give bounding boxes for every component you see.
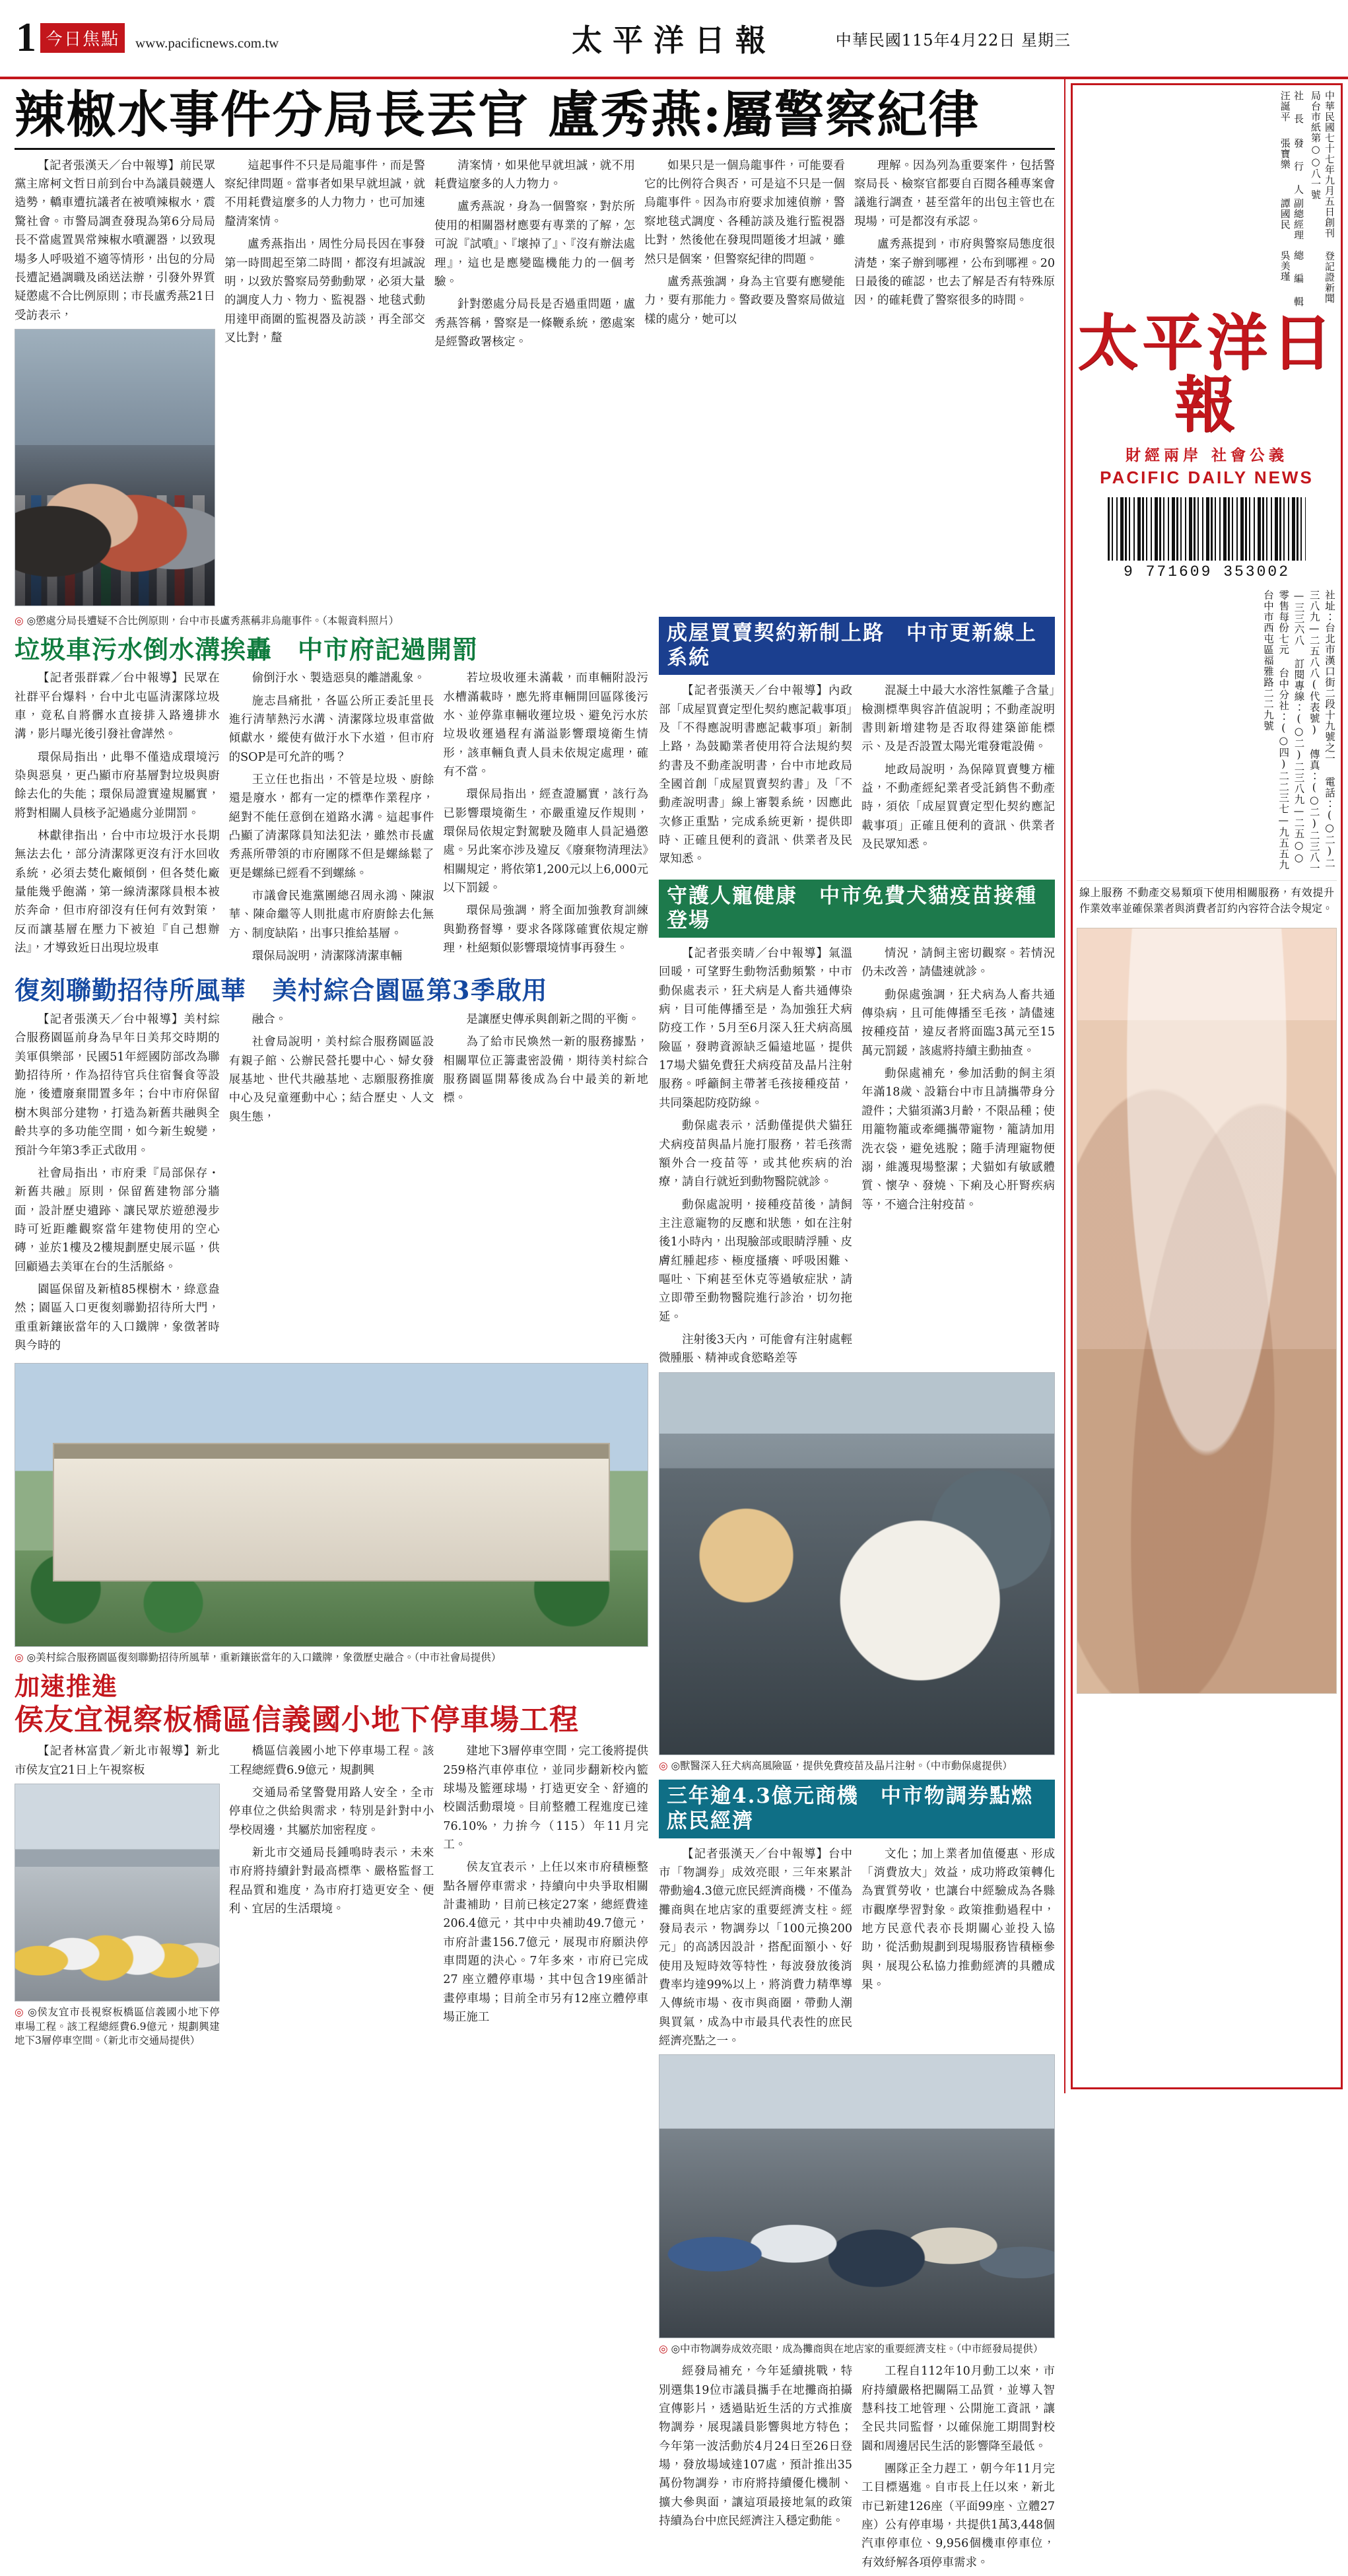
masthead-date: 中華民國115年4月22日 星期三 — [835, 30, 1071, 50]
paragraph: 侯友宜表示，上任以來市府積極整點各層停車需求，持續向中央爭取相關計畫補助，目前已核定27案，總經費達206.4億元，其中中央補助49.7億元，市府計畫156.7億元，展現市府願決停車問題的決心。7年多來，市府已完成 27 座立體停車場，其中包含19座循計畫停車場；目前全市另有12座立體停車場正施工 — [443, 1861, 649, 2025]
paragraph: 地政局說明，為保障買賣雙方權益，不動產經紀業者受託銷售不動產時，須依「成屋買賣定型化契約應記載事項」正確且便利的資訊、供業者及民眾知悉。 — [861, 763, 1055, 852]
article-6-col-1 — [659, 1845, 852, 2055]
masthead-title: 太平洋日報 — [572, 22, 776, 58]
article-3-photo — [15, 1784, 220, 2002]
lead-photo — [15, 329, 215, 606]
left-half — [15, 610, 648, 2576]
paragraph: 注射後3天內，可能會有注射處輕微腫脹、精神或食慾略差等 — [659, 1333, 852, 1366]
paragraph: 融合。 — [252, 1013, 287, 1027]
paragraph: 【記者張漢天／台中報導】前民眾黨主席柯文哲日前到台中為議員競選人造勢，轎車遭抗議者在被噴辣椒水，震驚社會。市警局調查發現為第6分局局長不當處置異常辣椒水噴灑器，以致現場多人呼吸道不適等情形，出包的分局長遭記過調職及函送法辦，引發外界質疑懲處不合比例原則；市長盧秀燕21日受訪表示， — [15, 158, 215, 322]
caption-bullet: ◎ — [659, 1758, 668, 1772]
contact-list — [1260, 590, 1337, 874]
nameplate-header — [1077, 90, 1337, 308]
paragraph: 動保處說明，接種疫苗後，請飼主注意寵物的反應和狀態，如在注射後1小時內，出現臉部或眼睛浮腫、皮膚紅腫起疹、極度搔癢、呼吸困難、嘔吐、下痢甚至休克等過敏症狀，請立即帶至動物醫院進行診治，切勿拖延。 — [659, 1198, 852, 1324]
caption-text: ◎侯友宜市長視察板橋區信義國小地下停車場工程。該工程總經費6.9億元，規劃興建地下3層停車空間。（新北市交通局提供） — [15, 2005, 220, 2047]
article-5-photo — [659, 1372, 1055, 1755]
paragraph: 是讓歷史傳承與創新之間的平衡。 — [466, 1013, 640, 1027]
caption-bullet: ◎ — [659, 2342, 668, 2355]
masthead-url[interactable]: www.pacificnews.com.tw — [135, 34, 279, 51]
caption-text: ◎獸醫深入狂犬病高風險區，提供免費疫苗及晶片注射。（中市動保處提供） — [671, 1759, 1013, 1772]
article-3-col-1 — [15, 1742, 220, 2054]
contact-item: 零售每份七元 — [1277, 589, 1290, 655]
paragraph: 【記者張漢天／台中報導】內政部「成屋買賣定型化契約應記載事項」及「不得應說明書應記載事項」新制上路，為鼓勵業者使用符合法規約契約書及不動產說明書，台中市地政局全國首創「成屋買賣契約書」及「不動產說明書」線上審製系統，因應此次修正重點，完成系統更新，提供即時、正確且便利的資訊、供業者及民眾知悉。 — [659, 684, 852, 866]
right-half — [659, 610, 1055, 2576]
barcode-number: 9 771609 353002 — [1123, 563, 1291, 580]
registration-info: 中華民國七十七年九月五日創刊 登記證新聞局台市紙第○○八一號 — [1310, 90, 1335, 304]
staff-item: 總 編 輯 吳美瑾 — [1279, 250, 1304, 308]
paragraph: 清案情，如果他早就坦誠，就不用耗費這麼多的人力物力。 — [434, 158, 635, 191]
paragraph: 情況，請飼主密切觀察。若情況仍未改善，請儘速就診。 — [861, 947, 1055, 979]
lead-col-2 — [224, 157, 425, 606]
content-area — [0, 79, 1064, 2569]
paragraph: 為了給市民煥然一新的服務據點，相關單位正籌畫密設備，期待美村綜合服務園區開幕後成為台中最美的新地標。 — [443, 1035, 649, 1105]
paragraph: 環保局說明，清潔隊清潔車輛 — [252, 950, 403, 963]
article-3-columns — [15, 1742, 648, 2054]
caption-text: ◎懲處分局長遭疑不合比例原則，台中市長盧秀燕稱非烏龍事件。（本報資料照片） — [26, 614, 399, 627]
paragraph: 偷倒汙水、製造惡臭的離譜亂象。 — [252, 672, 426, 685]
paragraph: 橋區信義國小地下停車場工程。該工程總經費6.9億元，規劃興 — [228, 1745, 434, 1777]
lead-col-1 — [15, 157, 215, 606]
article-1-columns — [15, 669, 648, 969]
article-6-col-2 — [861, 1845, 1055, 2055]
lead-story-columns — [15, 157, 1055, 606]
paragraph: 【記者張群霖／台中報導】民眾在社群平台爆料，台中北屯區清潔隊垃圾車，竟私自將髒水直接排入路邊排水溝，影片曝光後引發社會譁然。 — [15, 672, 220, 742]
article-1-col-1 — [15, 669, 220, 969]
microphones — [15, 495, 215, 606]
paragraph: 環保局指出，此舉不僅造成環境污染與惡臭，更凸顯市府基層對垃圾與廚餘去化的失能；環保局證實違規屬實，將對相關人員核予記過處分並開罰。 — [15, 750, 220, 820]
article-1-col-2 — [229, 669, 434, 969]
contact-item: 台中分社：(○四)二二三七—九五五九 — [1277, 667, 1290, 870]
nameplate-box — [1071, 83, 1343, 2089]
paragraph: 盧秀燕提到，市府與警察局態度很清楚，案子辦到哪裡，公布到哪裡。20日最後的確認，也去了解是否有特殊原因，的確耗費了警察很多的時間。 — [854, 238, 1055, 308]
staff-item: 社 長 汪誕平 — [1279, 90, 1304, 124]
article-2-col-1 — [15, 1010, 220, 1359]
paragraph: 動保處表示，活動僅提供犬貓狂犬病疫苗與晶片施打服務，若毛孩需額外合一疫苗等，或其他疾病的治療，請自行就近到動物醫院就診。 — [659, 1119, 852, 1189]
article-3-headline-line1: 加速推進 — [15, 1671, 118, 1701]
lead-col-3 — [434, 157, 635, 606]
paragraph: 林獻律指出，台中市垃圾汙水長期無法去化，部分清潔隊更沒有汙水回收系統，必須去焚化廠傾倒，但各焚化廠量能幾乎飽滿，第一線清潔隊員根本被於奔命，但市府卻沒有任何有效對策，反而讓基層在壓力下被迫『自己想辦法』，才導致近日出現垃圾車 — [15, 829, 220, 956]
contact-item: 台中市西屯區福雅路二二九號 — [1262, 589, 1274, 732]
article-2-headline: 復刻聯勤招待所風華 美村綜合園區第3季啟用 — [15, 975, 548, 1006]
article-5-columns — [659, 944, 1055, 1372]
paragraph: 環保局指出，經查證屬實，該行為已影響環境衛生，亦嚴重違反作規則，環保局依規定對駕駛及隨車人員記過懲處。另此案亦涉及違反《廢棄物清理法》相關規定，將依第1,200元以上6,000元以下罰鍰。 — [443, 788, 649, 895]
paragraph: 團隊正全力趕工，朝今年11月完工目標邁進。自市長上任以來，新北市已新建126座（平面99座、立體27座）公有停車場，共提供1萬3,448個汽車停車位、9,956個機車停車位，有效紓解各項停車需求。 — [861, 2462, 1055, 2569]
article-5-photo-caption — [659, 1758, 1055, 1774]
paragraph: 【記者張漢天／台中報導】台中市「物調券」成效亮眼，三年來累計帶動逾4.3億元庶民經濟商機，不僅為攤商與在地店家的重要經濟支柱。經發局表示，物調券以「100元換200元」的高誘因設計，搭配面額小、好使用及短時效等特性，每波發放後消費率均達99%以上，將消費力精準導入傳統市場、夜市與商圈，帶動人潮與買氣，成為中市最具代表性的庶民經濟亮點之一。 — [659, 1847, 852, 2048]
article-5-headline: 守護人寵健康 中市免費犬貓疫苗接種登場 — [659, 880, 1055, 938]
paragraph: 動保處補充，參加活動的飼主須年滿18歲、設籍台中市且請攜帶身分證件；犬貓須滿3月齡，不限品種；使用籠物籠或牽繩攜帶寵物，籠請加用洗衣袋，避免逃脫；隨手清理寵物便溺，維護現場整潔；犬貓如有敏感體質、懷孕、發燒、下痢及心肝腎疾病等，不適合注射疫苗。 — [861, 1067, 1055, 1212]
trees — [15, 1550, 648, 1647]
article-1-col-3 — [443, 669, 648, 969]
paragraph: 園區保留及新植85棵樹木，綠意盎然；園區入口更復刻聯勤招待所大門，重重新鑲嵌當年的入口鐵牌，象徵著時與今時的 — [15, 1282, 220, 1352]
paragraph: 經發局補充，今年延續挑戰，特別選集19位市議員攜手在地攤商拍攝宣傳影片，透過貼近生活的方式推廣物調券，展現議員影響與地方特色；今年第一波活動於4月24日至26日登場，發放場域達107處，預計推出35萬份物調券，市府將持續優化機制、擴大參與面，讓這項最接地氣的政策持續為台中庶民經濟注入穩定動能。 — [659, 2365, 852, 2528]
paragraph: 針對懲處分局長是否過重問題，盧秀燕答稱，警察是一條鞭系統，懲處案是經警政署核定。 — [434, 298, 635, 349]
paragraph: 環保局強調，將全面加強教育訓練與勤務督導，要求各隊隊確實依規定辦理，杜絕類似影響環境情事再發生。 — [443, 904, 649, 956]
nameplate-title: 太平洋日報 — [1077, 307, 1336, 440]
paragraph: 文化；加上業者加值優惠、形成「消費放大」效益，成功將政策轉化為實質勞收，也讓台中經驗成為各縣市觀摩學習對象。政策推動過程中，地方民意代表亦長期關心並投入協助，從活動規劃到現場服務皆積極參與，展現公私協力推動經濟的具體成果。 — [861, 1847, 1055, 1992]
page-number: 1 — [16, 15, 36, 61]
lead-headline: 辣椒水事件分局長丟官 盧秀燕:屬警察紀律 — [15, 88, 1055, 150]
nameplate-subtitle-en: PACIFIC DAILY NEWS — [1100, 467, 1314, 487]
paragraph: 市議會民進黨團總召周永鴻、陳淑華、陳命繼等人則批處市府廚餘去化無方、制度缺陷，出事只推給基層。 — [228, 889, 434, 940]
caption-bullet: ◎ — [15, 2005, 24, 2018]
article-6-columns — [659, 1845, 1055, 2055]
staff-item: 發 行 人 張寶樂 — [1279, 137, 1304, 195]
paragraph: 盧秀燕強調，身為主官要有應變能力，要有那能力。警政要及警察局做這樣的處分，她可以 — [644, 275, 845, 326]
contact-block — [1077, 580, 1337, 874]
caption-text: ◎美村綜合服務園區復刻聯勤招待所風華，重新鑲嵌當年的入口鐵牌，象徵歷史融合。（中市社會局提供） — [26, 1652, 502, 1664]
article-3-photo-caption — [15, 2005, 220, 2048]
article-4-headline: 成屋買賣契約新制上路 中市更新線上系統 — [659, 617, 1055, 675]
nameplate-photo — [1077, 928, 1337, 1694]
article-6-photo — [659, 2054, 1055, 2338]
tail-col-1 — [659, 2362, 852, 2576]
article-4-columns — [659, 681, 1055, 872]
article-5-col-1 — [659, 944, 852, 1372]
article-3-col-2 — [229, 1742, 434, 2054]
paragraph: 社會局指出，市府秉『局部保存・新舊共融』原則，保留舊建物部分牆面，設計歷史遺跡、讓民眾於遊憩漫步時可近距離觀察當年建物使用的空心磚，並於1樓及2樓規劃歷史展示區，供回顧過去美軍在台的生活脈絡。 — [15, 1166, 220, 1274]
paragraph: 若垃圾收運未滿載，而車輛附設污水槽滿載時，應先將車輛開回區隊後污水、並停靠車輛收運垃圾、避免污水於垃圾收運過程有滿溢影響環境衛生情形，該車輛負責人員未依規定處理，確有不當。 — [443, 672, 649, 779]
tail-col-2 — [861, 2362, 1055, 2576]
article-5-col-2 — [861, 944, 1055, 1372]
article-2-photo — [15, 1363, 648, 1647]
nameplate-ad-note: 線上服務 不動產交易類項下使用相關服務，有效提升作業效率並確保業者與消費者訂約內容符合法令規定。 — [1077, 880, 1337, 922]
caption-bullet: ◎ — [15, 613, 24, 627]
article-3-headline-line2: 侯友宜視察板橋區信義國小地下停車場工程 — [15, 1702, 579, 1737]
paragraph: 社會局說明，美村綜合服務園區設有親子館、公辦民營托嬰中心、婦女發展基地、世代共融基地、志願服務推廣中心及兒童運動中心；結合歷史、人文與生態， — [228, 1035, 434, 1124]
paragraph: 如果只是一個烏龍事件，可能要看它的比例符合與否，可是這不只是一個烏龍事件。因為市府要求加速偵辦，警察地毯式調度、各種訪談及進行監視器比對，然後他在發現問題後才坦誠，雖然只是個案，但警察紀律的問題。 — [644, 158, 845, 266]
paragraph: 新北市交通局長鍾鳴時表示，未來市府將持續針對最高標準、嚴格監督工程品質和進度，為市府打造更安全、便利、宜居的生活環境。 — [228, 1846, 434, 1916]
masthead — [0, 0, 1348, 79]
article-3-col-3 — [443, 1742, 648, 2054]
tail-columns — [659, 2362, 1055, 2576]
article-2-columns — [15, 1010, 648, 1359]
paragraph: 盧秀燕指出，周性分局長因在事發第一時間起至第二時間，都沒有坦誠說明，以致於警察局勞動動眾，必須大量的調度人力、物力、監視器、地毯式動用達甲商圍的監視器及訪談，再全部交叉比對，釐 — [224, 238, 425, 345]
section-label: 今日焦點 — [40, 23, 125, 53]
staff-item: 副總經理 譚國民 — [1279, 198, 1304, 241]
lead-col-5 — [854, 157, 1055, 606]
paragraph: 工程自112年10月動工以來，市府持續嚴格把關隔工品質，並導入智慧科技工地管理、公開施工資訊，讓全民共同監督，以確保施工期間對校園和周邊居民生活的影響降至最低。 — [861, 2365, 1055, 2453]
paragraph: 盧秀燕說，身為一個警察，對於所使用的相關器材應要有專業的了解，怎可說『試噴』、『壞掉了』、『沒有辦法處理』，這也是應變臨機能力的一個考驗。 — [434, 200, 635, 289]
page-indicator — [16, 15, 279, 61]
contact-item: 社址：台北市漢口街二段十九號之一 — [1324, 589, 1335, 764]
paragraph: 理解。因為列為重要案件，包括警察局長、檢察官都要自百閱各種專案會議進行調查，甚至當年的出包主管也在現場，可是都沒有承認。 — [854, 158, 1055, 228]
paragraph: 混凝土中最大水溶性氯離子含量」檢測標準與容許值說明；不動產說明書則新增建物是否取得建築節能標示、及是否設置太陽光電發電設備。 — [861, 684, 1055, 754]
paragraph: 這起事件不只是局龍事件，而是警察紀律問題。當事者如果早就坦誠，就不用耗費這麼多的人力物力，也可加速釐清案情。 — [224, 158, 425, 228]
nameplate-column — [1064, 79, 1348, 2093]
paragraph: 交通局希望警覺用路人安全，全市停車位之供給與需求，特別是針對中小學校周邊，其屬於加密程度。 — [228, 1786, 434, 1837]
paragraph: 施志昌痛批，各區公所正委託里長進行清華熱污水溝、清潔隊垃圾車當做傾獻水，縱使有做汙水下水道，但市府的SOP是可允許的嗎？ — [228, 694, 434, 764]
lead-col-4 — [644, 157, 845, 606]
barcode-icon — [1108, 497, 1306, 561]
paragraph: 【記者張奕晴／台中報導】氣溫回暖，可望野生動物活動頻繁，中市動保處表示，狂犬病是人畜共通傳染病，目可能傳播至是，為加強狂犬病防疫工作，5月至6月深入狂犬病高風險區，發聘資源缺乏偏遠地區，提供17場犬貓免費狂犬病疫苗及晶片注射服務。呼籲飼主帶著毛孩接種疫苗，共同築起防疫防線。 — [659, 947, 852, 1110]
contact-item: 訂閱專線：(○二)二三八九—二五○○ — [1293, 658, 1305, 864]
paragraph: 王立任也指出，不管是垃圾、廚餘還是廢水，都有一定的標準作業程序，絕對不能任意倒在道路水溝。這起事件凸顯了清潔隊員知法犯法，雖然市長盧秀燕所帶領的市府團隊不但是螺絲鬆了更是螺絲已經看不到螺絲。 — [228, 773, 434, 880]
article-2-col-2 — [229, 1010, 434, 1359]
article-1-headline: 垃圾車污水倒水溝挨轟 中市府記過開罰 — [15, 634, 479, 664]
staff-list — [1277, 90, 1306, 308]
article-2-photo-caption — [15, 1650, 648, 1665]
paragraph: 建地下3層停車空間，完工後將提供259格汽車停車位，並同步翻新校內籃球場及籃運球場，打造更安全、舒適的校園活動環境。目前整體工程進度已達76.10%，力拚今（115）年11月完工。 — [443, 1745, 649, 1852]
article-4-col-1 — [659, 681, 852, 872]
caption-bullet: ◎ — [15, 1651, 24, 1664]
caption-text: ◎中市物調券成效亮眼，成為攤商與在地店家的重要經濟支柱。（中市經發局提供） — [671, 2343, 1044, 2355]
contact-item: 傳真：(○二)二三八一—三三六八 — [1293, 589, 1320, 874]
paragraph: 【記者張漢天／台中報導】美村綜合服務園區前身為早年日美邦交時期的美軍俱樂部，民國51年經國防部改為聯勤招待所，作為招待官兵住宿餐食等設施，後遭廢棄閒置多年；台中市府保留樹木與部分建物，打造為新舊共融與全齡共享的多功能空間，如今新生蛻變，預計今年第3季正式啟用。 — [15, 1013, 220, 1158]
paragraph: 【記者林富貴／新北市報導】新北市侯友宜21日上午視察板 — [15, 1745, 220, 1777]
nameplate-subtitle-cn: 財經兩岸 社會公義 — [1125, 446, 1288, 464]
article-6-photo-caption — [659, 2342, 1055, 2357]
article-6-headline: 三年逾4.3億元商機 中市物調券點燃庶民經濟 — [659, 1780, 1055, 1838]
article-4-col-2 — [861, 681, 1055, 872]
article-2-col-3 — [443, 1010, 648, 1359]
paragraph: 動保處強調，狂犬病為人畜共通傳染病，且可能傳播至毛孩，請儘速按種疫苗，違反者將面臨3萬元至15萬元罰鍰，該處將持續主動抽查。 — [861, 988, 1055, 1058]
contact-item: 電話：(○二)二三八九—二五八八(代表號) — [1308, 589, 1335, 869]
lead-photo-caption — [15, 613, 648, 629]
